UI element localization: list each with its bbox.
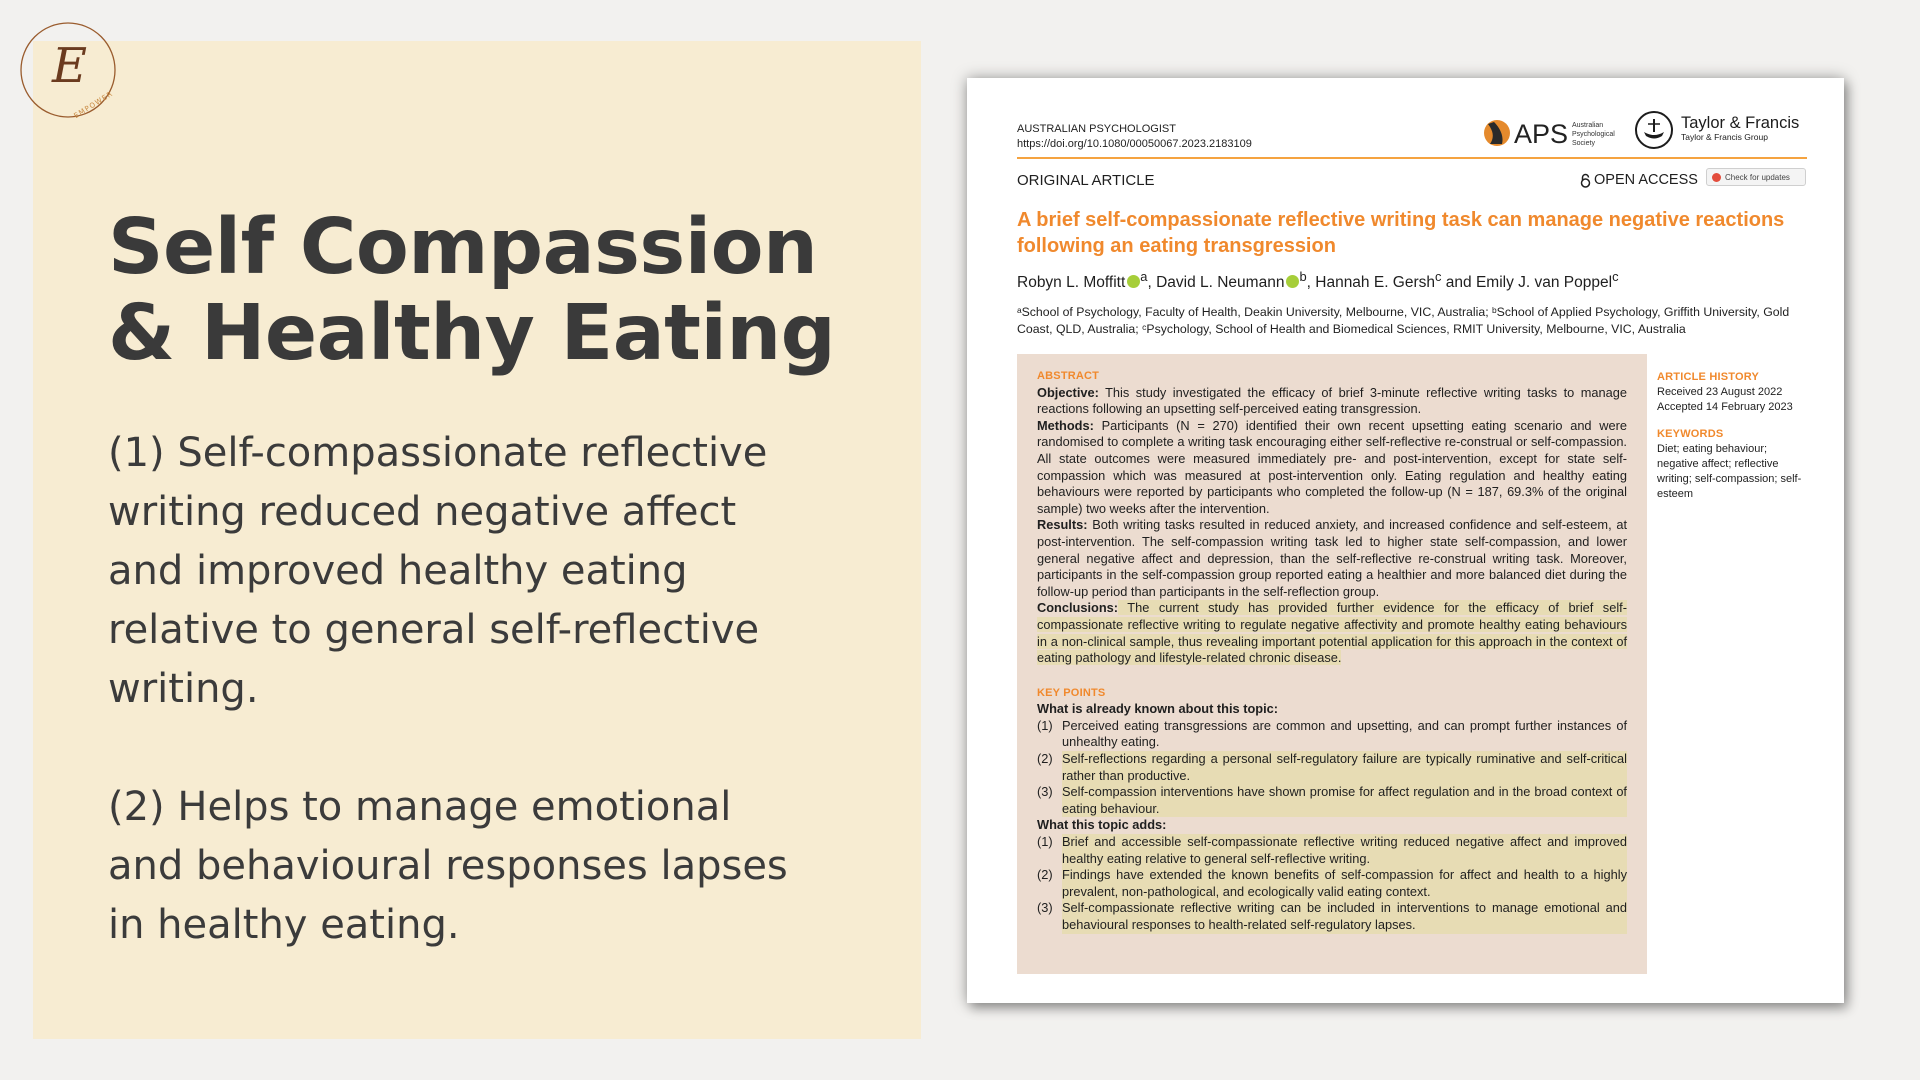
list-item xyxy=(1037,834,1627,867)
list-item-text: Self-reflections regarding a personal self-regulatory failure are typically ruminative and self-critical rather than productive. xyxy=(1062,751,1627,783)
objective-label: Objective: xyxy=(1037,384,1099,400)
list-item-number: (1) xyxy=(1037,717,1053,733)
results-label: Results: xyxy=(1037,517,1088,533)
abstract-heading: ABSTRACT xyxy=(1037,370,1100,382)
journal-name: AUSTRALIAN PSYCHOLOGIST xyxy=(1017,123,1176,135)
author-2[interactable]: , David L. Neumann xyxy=(1147,274,1285,292)
history-received: Received 23 August 2022 xyxy=(1657,386,1783,398)
list-item-number: (3) xyxy=(1037,900,1053,916)
list-item-number: (2) xyxy=(1037,867,1053,883)
abstract-conclusions xyxy=(1037,600,1627,666)
aps-logo xyxy=(1482,114,1622,152)
open-access-badge xyxy=(1580,172,1698,188)
list-item-text: Perceived eating transgressions are common and upsetting, and can prompt further instances of unhealthy eating. xyxy=(1062,717,1627,750)
keywords-text: Diet; eating behaviour; negative affect; reflective writing; self-compassion; self-esteem xyxy=(1657,443,1802,500)
known-heading: What is already known about this topic: xyxy=(1037,701,1279,717)
author-4-affil: c xyxy=(1612,269,1619,284)
article-type: ORIGINAL ARTICLE xyxy=(1017,172,1155,189)
aps-sub-3: Society xyxy=(1572,140,1595,147)
check-for-updates-button[interactable] xyxy=(1706,168,1806,186)
paper-screenshot xyxy=(967,78,1844,1003)
paper-title: A brief self-compassionate reflective writing task can manage negative reactions following an eating transgression xyxy=(1017,209,1785,257)
list-item xyxy=(1037,751,1627,784)
list-item xyxy=(1037,867,1627,900)
logo-text: EMPOWER xyxy=(72,89,115,120)
abstract-content xyxy=(1037,368,1627,934)
logo-letter: E xyxy=(52,38,88,94)
authors xyxy=(1017,269,1807,292)
header-rule xyxy=(1017,157,1807,159)
abstract-objective xyxy=(1037,385,1627,418)
orcid-icon[interactable] xyxy=(1286,275,1299,288)
list-item-text: Findings have extended the known benefits of self-compassion for affect and health to a highly prevalent, non-pathological, and ecologically valid eating context. xyxy=(1062,867,1627,899)
slide-title-line-2: & Healthy Eating xyxy=(108,289,836,378)
slide-title xyxy=(108,205,908,377)
list-item-number: (1) xyxy=(1037,834,1053,850)
author-1[interactable]: Robyn L. Moffitt xyxy=(1017,274,1126,292)
history-accepted: Accepted 14 February 2023 xyxy=(1657,401,1793,413)
list-item-text: Brief and accessible self-compassionate reflective writing reduced negative affect and improved healthy eating relative to general self-reflective writing. xyxy=(1062,834,1627,866)
tf-sub: Taylor & Francis Group xyxy=(1681,132,1768,142)
list-item-text: Self-compassion interventions have shown promise for affect regulation and in the broad context of eating behaviour. xyxy=(1062,784,1627,816)
author-4[interactable]: and Emily J. van Poppel xyxy=(1441,274,1613,292)
history-heading: ARTICLE HISTORY xyxy=(1657,371,1760,383)
lock-open-icon xyxy=(1580,173,1591,188)
results-text: Both writing tasks resulted in reduced anxiety, and increased confidence and self-esteem, at post-intervention. The self-compassion writing task led to higher state self-compassion, and lower general negative affect and depression, than the self-reflective re-construal writing task. Moreover, participants in the self-compassion group reported eating a healthier and more balanced diet during the follow-up period than participants in the self-reflection group. xyxy=(1037,517,1627,599)
abstract-box xyxy=(1017,354,1647,974)
tf-name: Taylor & Francis xyxy=(1681,114,1800,132)
point-2: (2) Helps to manage emotional and behavioural responses lapses in healthy eating. xyxy=(108,784,788,948)
keywords-heading: KEYWORDS xyxy=(1657,428,1724,440)
author-3-affil: c xyxy=(1435,269,1442,284)
empower-logo xyxy=(18,20,118,120)
author-1-affil: a xyxy=(1140,269,1148,284)
list-item xyxy=(1037,718,1627,751)
crossmark-icon xyxy=(1712,173,1721,182)
doi-link[interactable]: https://doi.org/10.1080/00050067.2023.2183109 xyxy=(1017,138,1252,150)
point-1: (1) Self-compassionate reflective writing reduced negative affect and improved healthy eating relative to general self-reflective writing. xyxy=(108,430,768,712)
aps-sub-1: Australian xyxy=(1572,122,1604,129)
list-item-text: Self-compassionate reflective writing can be included in interventions to manage emotional and behavioural responses to health-related self-regulatory lapses. xyxy=(1062,900,1627,932)
taylor-francis-logo xyxy=(1635,108,1813,152)
aps-sub-2: Psychological xyxy=(1572,131,1615,138)
objective-text: This study investigated the efficacy of brief 3-minute reflective writing tasks to manage reactions following an upsetting self-perceived eating transgression. xyxy=(1037,384,1627,417)
check-for-updates-label: Check for updates xyxy=(1725,172,1790,182)
abstract-results xyxy=(1037,517,1627,600)
author-2-affil: b xyxy=(1299,269,1307,284)
author-3[interactable]: , Hannah E. Gersh xyxy=(1306,274,1436,292)
affiliations: ᵃSchool of Psychology, Faculty of Health, Deakin University, Melbourne, VIC, Australia; ᵇSchool of Applied Psychology, Griffith University, Gold Coast, QLD, Australia; ᶜPsychology, School of Health and Biomedical Sciences, RMIT University, Melbourne, VIC, Australia xyxy=(1017,305,1790,336)
conclusions-label: Conclusions: xyxy=(1037,600,1119,616)
list-item xyxy=(1037,900,1627,933)
open-access-label: OPEN ACCESS xyxy=(1594,172,1698,188)
list-item xyxy=(1037,784,1627,817)
slide-title-line-1: Self Compassion xyxy=(108,203,818,292)
conclusions-text: The current study has provided further evidence for the efficacy of brief self-compassionate reflective writing to regulate negative affectivity and promote healthy eating behaviours in a non-clinical sample, thus revealing important potential application for this approach in the context of eating pathology and lifestyle-related chronic disease. xyxy=(1037,600,1627,666)
methods-label: Methods: xyxy=(1037,417,1094,433)
side-column xyxy=(1657,370,1807,502)
list-item-number: (3) xyxy=(1037,784,1053,800)
aps-name: APS xyxy=(1514,119,1569,149)
abstract-methods xyxy=(1037,418,1627,518)
key-points-heading: KEY POINTS xyxy=(1037,686,1106,699)
list-item-number: (2) xyxy=(1037,751,1053,767)
adds-heading: What this topic adds: xyxy=(1037,817,1167,833)
orcid-icon[interactable] xyxy=(1127,275,1140,288)
methods-text: Participants (N = 270) identified their own recent upsetting eating scenario and were randomised to complete a writing task encouraging either self-reflective re-construal or self-compassion. All state outcomes were measured immediately pre- and post-intervention, except for state self-compassion which was measured at post-intervention only. Eating regulation and healthy eating behaviours were reported by participants who completed the follow-up (N = 187, 69.3% of the original sample) two weeks after the intervention. xyxy=(1037,417,1627,516)
